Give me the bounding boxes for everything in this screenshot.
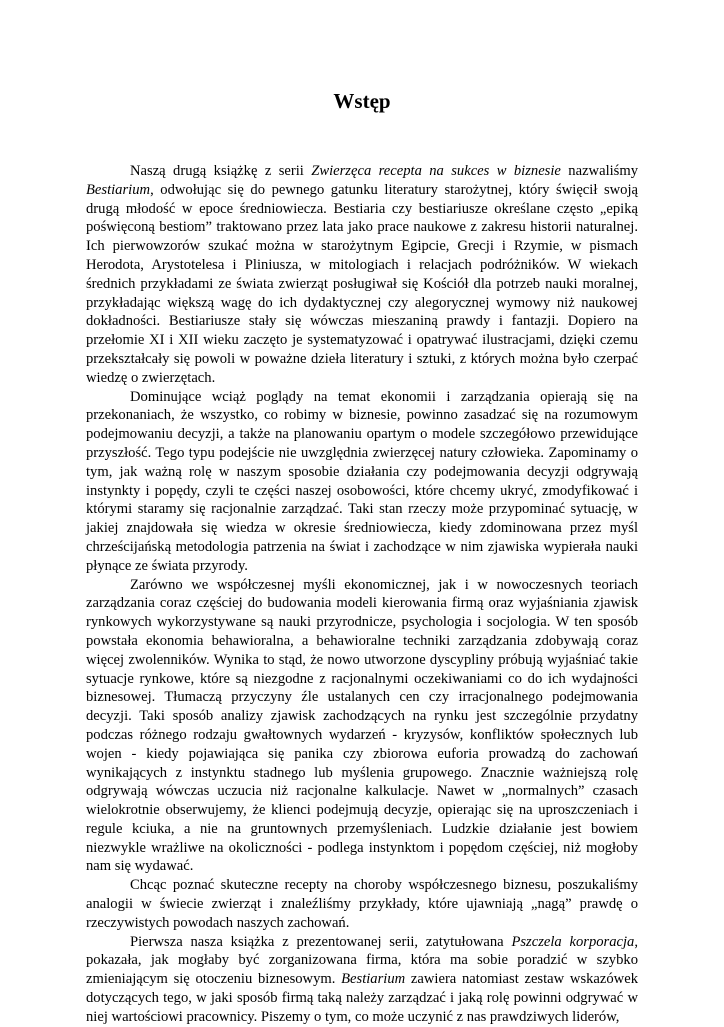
paragraph [86,576,638,877]
page-title: Wstęp [333,89,391,113]
italic-text: Pszczela korporacja [511,933,635,950]
paragraph [86,933,638,1027]
paragraph [86,388,638,576]
text-run: Naszą drugą książkę z serii [130,163,312,179]
text-run: , pokazała, jak mogłaby być zorganizowana firma, która ma sobie poradzić w szybko zmieniającym się otoczeniu biznesowym. [86,933,638,988]
document-body [86,162,638,1027]
text-run: , odwołując się do pewnego gatunku literatury starożytnej, który święcił swoją drugą młodość w epoce średniowiecza. Bestiaria czy bestiariusze określane często „epiką poświęconą bestiom” traktowano przez lata jako prace naukowe z zakresu historii naturalnej. Ich pierwowzorów szukać można w starożytnym Egipcie, Grecji i Rzymie, w pismach Herodota, Arystotelesa i Pliniusza, w mitologiach i relacjach podróżników. W wiekach średnich przykładami ze świata zwierząt posługiwał się Kościół dla potrzeb nauki moralnej, przykładając większą wagę do ich dydaktycznej czy alegorycznej wymowy niż naukowej dokładności. Bestiariusze stały się wówczas mieszaniną prawdy i fantazji. Dopiero na przełomie XI i XII wieku zaczęto je systematyzować i opatrywać ilustracjami, dzięki czemu przekształcały się powoli w poważne dzieła literatury i sztuki, z których można było czerpać wiedzę o zwierzętach. [86,181,638,386]
paragraph [86,876,638,932]
text-run: Chcąc poznać skuteczne recepty na choroby współczesnego biznesu, poszukaliśmy analogii w świecie zwierząt i znaleźliśmy przykłady, które ujawniają „nagą” prawdę o rzeczywistych powodach naszych zachowań. [86,877,638,931]
italic-text: Bestiarium [341,971,406,988]
italic-text: Zwierzęca recepta na sukces w biznesie [311,163,561,179]
italic-text: Bestiarium [86,181,151,198]
text-run: Zarówno we współczesnej myśli ekonomicznej, jak i w nowoczesnych teoriach zarządzania coraz częściej do budowania modeli kierowania firmą oraz wyjaśniania zjawisk rynkowych wykorzystywane są nauki przyrodnicze, psychologia i socjologia. W ten sposób powstała ekonomia behawioralna, a behawioralne techniki zarządzania zdobywają coraz więcej zwolenników. Wynika to stąd, że nowo utworzone dyscypliny próbują wyjaśniać takie sytuacje rynkowe, które są niezgodne z racjonalnymi oczekiwaniami co do ich wydajności biznesowej. Tłumaczą przyczyny źle ustalanych cen czy irracjonalnego podejmowania decyzji. Taki sposób analizy zjawisk zachodzących na rynku jest szczególnie przydatny podczas różnego rodzaju gwałtownych wydarzeń - kryzysów, konfliktów społecznych lub wojen - kiedy pojawiająca się panika czy zbiorowa euforia prowadzą do zachowań wynikających z instynktu stadnego lub myślenia grupowego. Znacznie ważniejszą rolę odgrywają wówczas uczucia niż racjonalne kalkulacje. Nawet w „normalnych” czasach wielokrotnie obserwujemy, że klienci podejmują decyzje, opierając się na uproszczeniach i regule kciuka, a nie na gruntownych przemyśleniach. Ludzkie działanie jest bowiem niezwykle wrażliwe na okoliczności - podlega instynktom i popędom częściej, niż mogłoby nam się wydawać. [86,576,638,875]
text-run: zawiera natomiast zestaw wskazówek dotyczących tego, w jaki sposób firmą taką należy zarządzać i jaką rolę powinni odgrywać w niej wartościowi pracownicy. Piszemy o tym, co może uczynić z nas prawdziwych liderów, [86,971,638,1025]
text-run: nazwaliśmy [560,163,639,179]
paragraph [86,162,638,388]
text-run: Pierwsza nasza książka z prezentowanej serii, zatytułowana [130,933,512,950]
text-run: Dominujące wciąż poglądy na temat ekonomii i zarządzania opierają się na przekonaniach, że wszystko, co robimy w biznesie, powinno zasadzać się na rozumowym podejmowaniu decyzji, a także na planowaniu opartym o modele szczegółowo przewidujące przyszłość. Tego typu podejście nie uwzględnia zwierzęcej natury człowieka. Zapominamy o tym, jak ważną rolę w naszym sposobie działania czy podejmowania decyzji odgrywają instynkty i popędy, czyli te części naszej osobowości, które chcemy ukryć, zmodyfikować i którymi staramy się racjonalnie zarządzać. Taki stan rzeczy może przypominać sytuację, w jakiej znajdowała się wiedza w okresie średniowiecza, kiedy zdominowana przez myśl chrześcijańską metodologia patrzenia na świat i zachodzące w nim zjawiska wypierała nauki płynące ze świata przyrody. [86,388,638,574]
